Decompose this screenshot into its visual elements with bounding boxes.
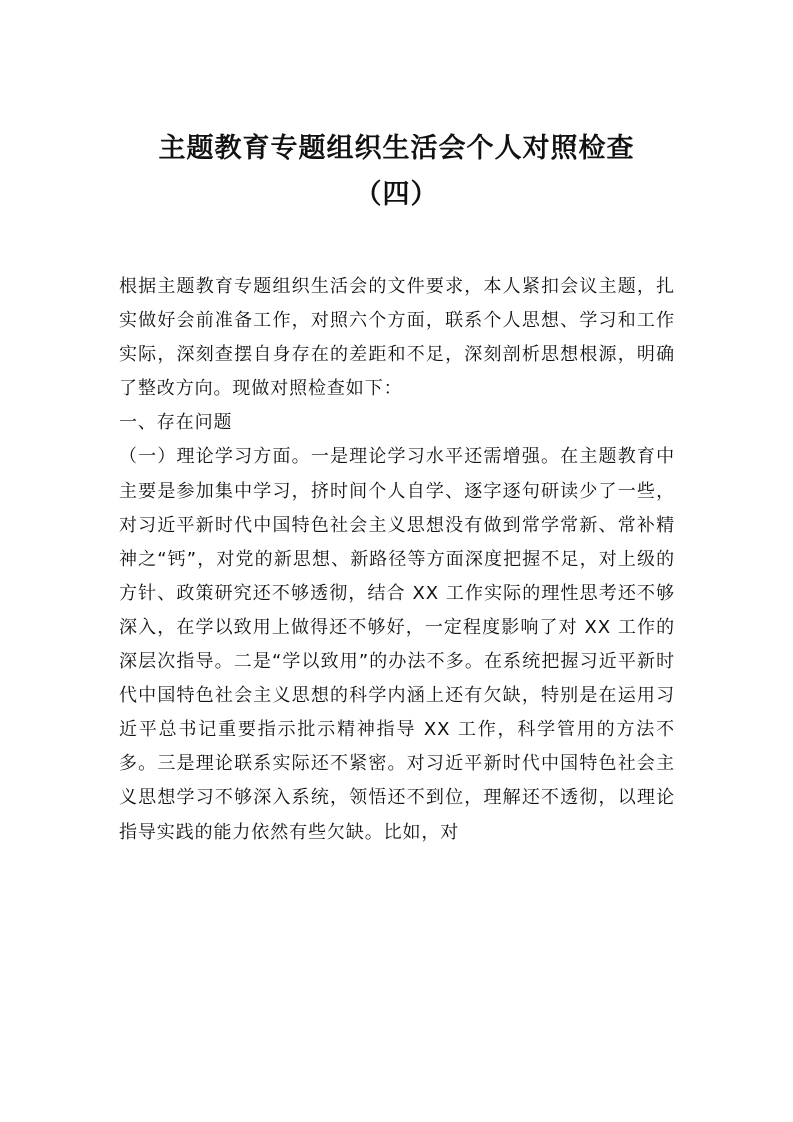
document-body [119, 270, 675, 850]
document-subtitle: （四） [354, 179, 439, 210]
intro-paragraph: 根据主题教育专题组织生活会的文件要求，本人紧扣会议主题，扎实做好会前准备工作，对照六个方面，联系个人思想、学习和工作实际，深刻查摆自身存在的差距和不足，深刻剖析思想根源，明确了整改方向。现做对照检查如下： [119, 276, 675, 400]
section-heading: 一、存在问题 [119, 412, 233, 434]
theory-study-paragraph: （一）理论学习方面。一是理论学习水平还需增强。在主题教育中主要是参加集中学习，挤时间个人自学、逐字逐句研读少了一些，对习近平新时代中国特色社会主义思想没有做到常学常新、常补精神之“钙”，对党的新思想、新路径等方面深度把握不足，对上级的方针、政策研究还不够透彻，结合 XX 工作实际的理性思考还不够深入，在学以致用上做得还不够好，一定程度影响了对 XX 工作的深层次指导。二是“学以致用”的办法不多。在系统把握习近平新时代中国特色社会主义思想的科学内涵上还有欠缺，特别是在运用习近平总书记重要指示批示精神指导 XX 工作，科学管用的方法不多。三是理论联系实际还不紧密。对习近平新时代中国特色社会主义思想学习不够深入系统，领悟还不到位，理解还不透彻，以理论指导实践的能力依然有些欠缺。比如，对 [119, 446, 675, 843]
document-title: 主题教育专题组织生活会个人对照检查 [158, 133, 635, 164]
